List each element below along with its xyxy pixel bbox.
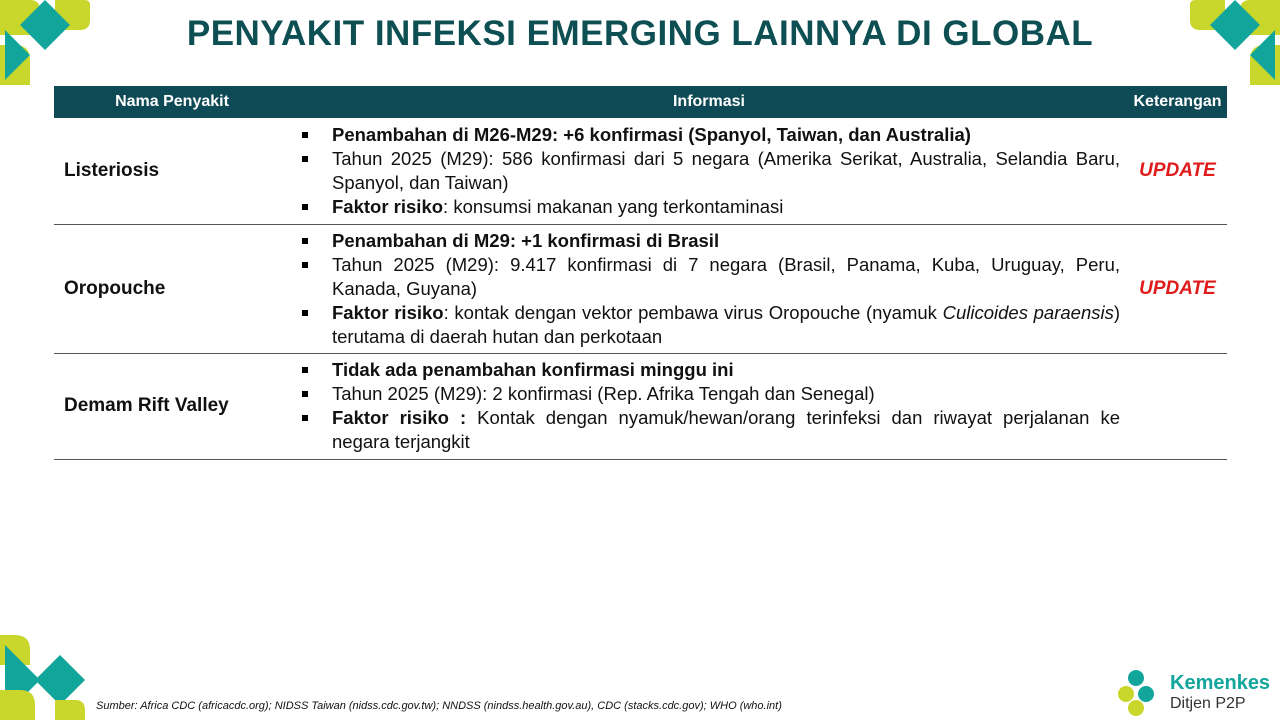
list-item [302,229,1128,253]
info-bold: Tidak ada penambahan konfirmasi minggu ini [332,359,734,380]
info-text: Tahun 2025 (M29): 9.417 konfirmasi di 7 negara (Brasil, Panama, Kuba, Uruguay, Peru, Kanada, Guyana) [332,253,1120,299]
info-cell [290,118,1128,224]
table-row [54,353,1227,459]
status-badge: UPDATE [1128,118,1227,224]
bullet-icon [302,132,308,138]
status-badge [1128,353,1227,459]
logo-name: Kemenkes [1170,672,1271,694]
list-item [302,406,1128,454]
info-text: Tahun 2025 (M29): 586 konfirmasi dari 5 negara (Amerika Serikat, Australia, Selandia Baru, Spanyol, dan Taiwan) [332,147,1120,193]
list-item [302,253,1128,301]
bullet-icon [302,204,308,210]
table-row [54,118,1227,224]
disease-name: Oropouche [54,224,290,353]
bullet-icon [302,367,308,373]
bullet-icon [302,238,308,244]
info-italic: Culicoides paraensis [942,301,1114,323]
info-text: ) terutama di daerah hutan dan perkotaan [332,301,1121,347]
table-header-row [54,86,1227,118]
bullet-icon [302,310,308,316]
info-cell [290,353,1128,459]
corner-pattern-icon [0,635,90,720]
list-item [302,382,1128,406]
info-text: Tahun 2025 (M29): 2 konfirmasi (Rep. Afrika Tengah dan Senegal) [332,383,875,404]
status-badge: UPDATE [1128,224,1227,353]
source-citation: Sumber: Africa CDC (africacdc.org); NIDSS Taiwan (nidss.cdc.gov.tw); NNDSS (nindss.health.gov.au), CDC (stacks.cdc.gov); WHO (who.int) [96,700,782,712]
disease-name: Listeriosis [54,118,290,224]
info-bold: Penambahan di M26-M29: +6 konfirmasi (Spanyol, Taiwan, dan Australia) [332,123,971,145]
info-cell [290,224,1128,353]
column-header: Nama Penyakit [54,86,290,118]
list-item [302,301,1128,349]
column-header: Informasi [290,86,1128,118]
info-bold: Penambahan di M29: +1 konfirmasi di Brasil [332,229,720,251]
list-item [302,195,1128,219]
bullet-icon [302,262,308,268]
disease-name: Demam Rift Valley [54,353,290,459]
bullet-icon [302,415,308,421]
info-text: : konsumsi makanan yang terkontaminasi [443,195,784,217]
bullet-icon [302,156,308,162]
page-title: PENYAKIT INFEKSI EMERGING LAINNYA DI GLOBAL [186,14,1094,53]
info-text: Kontak dengan nyamuk/hewan/orang terinfeksi dan riwayat perjalanan ke negara terjangkit [332,407,1120,452]
list-item [302,147,1128,195]
table-row [54,224,1227,353]
column-header: Keterangan [1128,86,1227,118]
info-text: : kontak dengan vektor pembawa virus Oropouche (nyamuk [443,301,943,323]
info-bold: Faktor risiko [332,301,444,323]
bullet-icon [302,391,308,397]
disease-table [54,86,1227,460]
list-item [302,123,1128,147]
logo-subtitle: Ditjen P2P [1170,695,1246,712]
info-bold: Faktor risiko : [332,407,467,428]
list-item [302,358,1128,382]
info-bold: Faktor risiko [332,195,444,217]
